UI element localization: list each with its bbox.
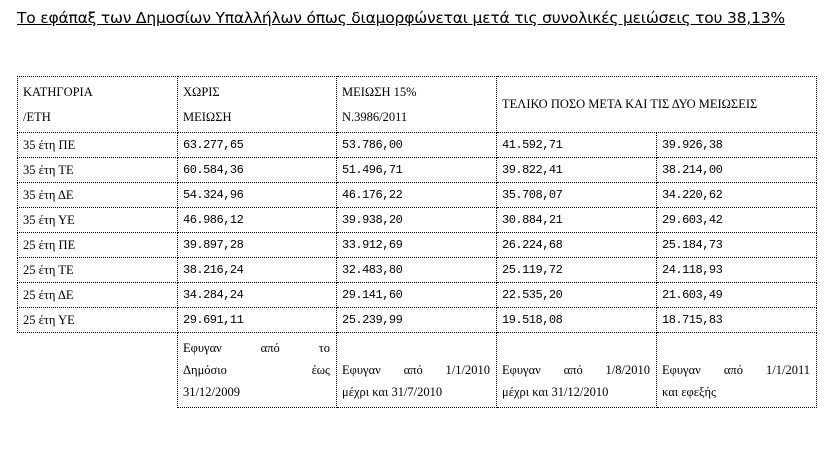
cell-final-a: 19.518,08 [497, 308, 657, 333]
empty-cell [18, 333, 178, 408]
cell-reduction-15: 25.239,99 [337, 308, 497, 333]
cell-no-reduction: 29.691,11 [178, 308, 337, 333]
table-row [18, 233, 817, 258]
cell-category: 25 έτη ΤΕ [18, 258, 178, 283]
cell-reduction-15: 46.176,22 [337, 183, 497, 208]
table-row [18, 208, 817, 233]
cell-category: 35 έτη ΔΕ [18, 183, 178, 208]
table-row [18, 283, 817, 308]
table-footer-row [18, 333, 817, 408]
cell-no-reduction: 60.584,36 [178, 158, 337, 183]
cell-category: 25 έτη ΥΕ [18, 308, 178, 333]
table-row [18, 133, 817, 158]
table-row [18, 308, 817, 333]
header-final-amount: ΤΕΛΙΚΟ ΠΟΣΟ ΜΕΤΑ ΚΑΙ ΤΙΣ ΔΥΟ ΜΕΙΩΣΕΙΣ [497, 77, 817, 133]
cell-reduction-15: 29.141,60 [337, 283, 497, 308]
cell-final-a: 39.822,41 [497, 158, 657, 183]
header-no-reduction: ΧΩΡΙΣ ΜΕΙΩΣΗ [178, 77, 337, 133]
cell-category: 35 έτη ΥΕ [18, 208, 178, 233]
cell-reduction-15: 33.912,69 [337, 233, 497, 258]
cell-no-reduction: 39.897,28 [178, 233, 337, 258]
cell-reduction-15: 32.483,80 [337, 258, 497, 283]
footer-reduction-15: Εφυγαν από 1/1/2010 μέχρι και 31/7/2010 [337, 333, 497, 408]
footer-final-a: Εφυγαν από 1/8/2010 μέχρι και 31/12/2010 [497, 333, 657, 408]
cell-final-b: 34.220,62 [657, 183, 817, 208]
cell-no-reduction: 63.277,65 [178, 133, 337, 158]
footer-no-reduction: Εφυγαν από το Δημόσιο έως 31/12/2009 [178, 333, 337, 408]
cell-final-b: 24.118,93 [657, 258, 817, 283]
cell-category: 35 έτη ΠΕ [18, 133, 178, 158]
cell-final-a: 35.708,07 [497, 183, 657, 208]
cell-category: 35 έτη ΤΕ [18, 158, 178, 183]
cell-final-a: 25.119,72 [497, 258, 657, 283]
cell-final-b: 21.603,49 [657, 283, 817, 308]
footer-final-b: Εφυγαν από 1/1/2011 και εφεξής [657, 333, 817, 408]
cell-final-a: 41.592,71 [497, 133, 657, 158]
cell-category: 25 έτη ΠΕ [18, 233, 178, 258]
cell-no-reduction: 46.986,12 [178, 208, 337, 233]
cell-reduction-15: 51.496,71 [337, 158, 497, 183]
cell-no-reduction: 54.324,96 [178, 183, 337, 208]
cell-category: 25 έτη ΔΕ [18, 283, 178, 308]
cell-final-b: 39.926,38 [657, 133, 817, 158]
table-row [18, 183, 817, 208]
lump-sum-table [17, 76, 817, 408]
table-row [18, 158, 817, 183]
cell-final-b: 38.214,00 [657, 158, 817, 183]
document-title: Το εφάπαξ των Δημοσίων Υπαλλήλων όπως διαμορφώνεται μετά τις συνολικές μειώσεις του 38,13% [17, 9, 785, 27]
header-reduction-15: ΜΕΙΩΣΗ 15% Ν.3986/2011 [337, 77, 497, 133]
table-row [18, 258, 817, 283]
cell-final-b: 29.603,42 [657, 208, 817, 233]
header-category: ΚΑΤΗΓΟΡΙΑ /ΕΤΗ [18, 77, 178, 133]
cell-no-reduction: 34.284,24 [178, 283, 337, 308]
cell-reduction-15: 53.786,00 [337, 133, 497, 158]
cell-no-reduction: 38.216,24 [178, 258, 337, 283]
cell-final-b: 18.715,83 [657, 308, 817, 333]
cell-reduction-15: 39.938,20 [337, 208, 497, 233]
cell-final-a: 30.884,21 [497, 208, 657, 233]
cell-final-a: 26.224,68 [497, 233, 657, 258]
cell-final-b: 25.184,73 [657, 233, 817, 258]
table-header-row [18, 77, 817, 133]
cell-final-a: 22.535,20 [497, 283, 657, 308]
